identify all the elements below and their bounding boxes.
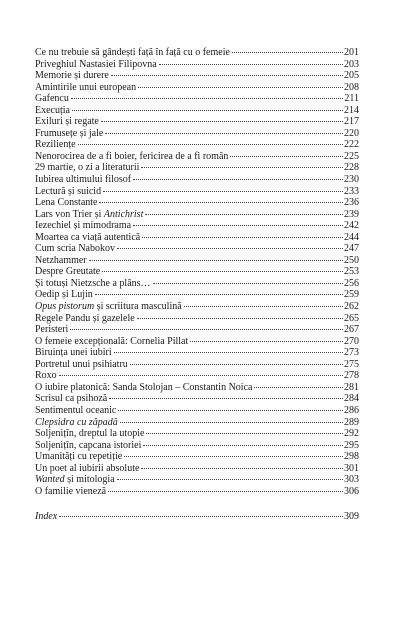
toc-entry-page: 273 xyxy=(344,347,359,359)
toc-entry-title xyxy=(35,174,131,186)
toc-entry-title xyxy=(35,139,76,151)
toc-entry-title-italic: Antichrist xyxy=(103,208,144,220)
toc-entry-title-text: Moartea ca viață autentică xyxy=(35,231,141,243)
toc-entry-title-text: Nenorocirea de a fi boier, fericirea de a fi român xyxy=(35,150,229,162)
toc-entry-page: 208 xyxy=(344,81,359,93)
dot-leader xyxy=(184,306,343,307)
toc-entry-page: 203 xyxy=(344,58,359,70)
toc-entry-page: 275 xyxy=(344,358,359,370)
toc-entry[interactable] xyxy=(35,324,359,336)
toc-entry-title-text: Scrisul ca psihoză xyxy=(35,393,108,405)
dot-leader xyxy=(78,144,343,145)
toc-entry-title xyxy=(35,382,252,394)
toc-entry-title xyxy=(35,266,100,278)
toc-entry-page: 230 xyxy=(344,174,359,186)
toc-entry-title-text: O familie vieneză xyxy=(35,485,107,497)
toc-entry-title xyxy=(35,128,103,140)
toc-entry-title xyxy=(35,428,144,440)
toc-entry-page: 289 xyxy=(344,416,359,428)
dot-leader xyxy=(138,87,343,88)
toc-entry-title xyxy=(35,116,99,128)
toc-entry-page: 233 xyxy=(344,185,359,197)
toc-index-title xyxy=(35,511,57,523)
toc-entry-page: 220 xyxy=(344,127,359,139)
dot-leader xyxy=(133,179,343,180)
toc-entry-title xyxy=(35,347,112,359)
dot-leader xyxy=(137,318,343,319)
toc-entry-title xyxy=(35,474,115,486)
dot-leader xyxy=(143,445,343,446)
toc-entry-page: 267 xyxy=(344,324,359,336)
toc-entry-title xyxy=(35,186,101,198)
toc-entry-page: 247 xyxy=(344,243,359,255)
toc-entry-title xyxy=(35,301,182,313)
toc-entry[interactable] xyxy=(35,82,359,94)
toc-entry-title xyxy=(35,324,68,336)
toc-entry[interactable] xyxy=(35,440,359,452)
table-of-contents xyxy=(35,47,359,523)
dot-leader xyxy=(70,329,343,330)
toc-entry-title-italic: Clepsidra cu zăpadă xyxy=(35,416,118,428)
toc-entry-title xyxy=(35,359,128,371)
toc-entry-title-text: Despre Greutate xyxy=(35,266,101,278)
toc-entry-title-text: Portretul unui psihiatru xyxy=(35,358,128,370)
toc-entry-page: 222 xyxy=(344,139,359,151)
toc-entry-title-text: Și totuși Nietzsche a plâns… xyxy=(35,277,151,289)
toc-entry-page: 270 xyxy=(344,335,359,347)
toc-entry-page: 265 xyxy=(344,312,359,324)
toc-entry-title xyxy=(35,440,141,452)
toc-entry-page: 228 xyxy=(344,162,359,174)
toc-entry[interactable] xyxy=(35,139,359,151)
toc-entry[interactable] xyxy=(35,266,359,278)
toc-entry-page: 262 xyxy=(344,301,359,313)
toc-entry-page: 211 xyxy=(344,93,359,105)
toc-entry-title xyxy=(35,105,70,117)
toc-entry-title-text: Priveghiul Nastasiei Filipovna xyxy=(35,58,157,70)
toc-entry[interactable] xyxy=(35,59,359,71)
toc-entry-title xyxy=(35,151,228,163)
toc-entry-page: 301 xyxy=(344,462,359,474)
toc-entry[interactable] xyxy=(35,70,359,82)
toc-entry[interactable] xyxy=(35,162,359,174)
toc-entry-title-text: Execuția xyxy=(35,104,70,116)
dot-leader xyxy=(103,191,343,192)
toc-entry-title-text: 29 martie, o zi a literaturii xyxy=(35,162,140,174)
toc-entry-page: 286 xyxy=(344,404,359,416)
toc-entry-title-text: Exiluri și regate xyxy=(35,116,99,128)
toc-entry-page: 250 xyxy=(344,254,359,266)
toc-entry-title-italic: Wanted xyxy=(35,474,65,486)
toc-entry-title-text: Biruința unei iubiri xyxy=(35,347,112,359)
toc-entry-title xyxy=(35,59,157,71)
dot-leader xyxy=(109,398,343,399)
toc-entry[interactable] xyxy=(35,47,359,59)
toc-entry-title-text: Lectură și suicid xyxy=(35,185,102,197)
toc-entry[interactable] xyxy=(35,289,359,301)
toc-entry-page: 259 xyxy=(344,289,359,301)
toc-entry[interactable] xyxy=(35,486,359,498)
dot-leader xyxy=(59,375,343,376)
toc-entry-title xyxy=(35,486,106,498)
toc-entry-title xyxy=(35,220,131,232)
toc-entry-title-text: Amintirile unui european xyxy=(35,81,137,93)
toc-entry-page: 253 xyxy=(344,266,359,278)
toc-entry[interactable] xyxy=(35,428,359,440)
toc-entry-page: 201 xyxy=(344,47,359,58)
dot-leader xyxy=(95,294,343,295)
dot-leader xyxy=(153,283,343,284)
toc-entry[interactable] xyxy=(35,255,359,267)
toc-entry-page: 242 xyxy=(344,220,359,232)
dot-leader xyxy=(130,364,343,365)
toc-entry-title xyxy=(35,232,140,244)
dot-leader xyxy=(108,491,343,492)
toc-entry[interactable] xyxy=(35,197,359,209)
toc-entry-title xyxy=(35,463,139,475)
toc-entry-title-text: și scriitura masculină xyxy=(94,301,182,313)
toc-entry[interactable] xyxy=(35,370,359,382)
toc-entry-title-italic: Opus pistorum xyxy=(35,301,95,313)
toc-entry-page: 292 xyxy=(344,428,359,440)
dot-leader xyxy=(124,456,343,457)
dot-leader xyxy=(111,75,343,76)
toc-entry-title-text: Peristeri xyxy=(35,324,69,336)
toc-index-page: 309 xyxy=(344,511,359,523)
dot-leader xyxy=(118,410,343,411)
toc-entry[interactable] xyxy=(35,232,359,244)
toc-entry-title-text: Iezechiel și mimodrama xyxy=(35,220,132,232)
toc-entry-title xyxy=(35,278,151,290)
toc-entry[interactable] xyxy=(35,209,359,221)
toc-entry[interactable] xyxy=(35,359,359,371)
toc-index-entry[interactable] xyxy=(35,511,359,523)
toc-entry-title-text: Sentimentul oceanic xyxy=(35,404,117,416)
toc-entry-title-text: Regele Pandu și gazelele xyxy=(35,312,135,324)
dot-leader xyxy=(133,225,343,226)
toc-entry[interactable] xyxy=(35,474,359,486)
toc-entry-title xyxy=(35,289,93,301)
toc-entry[interactable] xyxy=(35,313,359,325)
toc-entry-title-text: Oedip și Lujin xyxy=(35,289,93,301)
dot-leader xyxy=(141,468,343,469)
dot-leader xyxy=(105,133,343,134)
toc-entry-title xyxy=(35,70,109,82)
toc-entry[interactable] xyxy=(35,116,359,128)
toc-entry-title-text: Lena Constante xyxy=(35,197,98,209)
toc-entry-page: 298 xyxy=(344,451,359,463)
toc-entry-title-text: Memorie și durere xyxy=(35,70,109,82)
toc-entry-page: 303 xyxy=(344,474,359,486)
toc-index-label: Index xyxy=(35,511,58,523)
toc-entry-title xyxy=(35,47,230,59)
toc-entry-page: 244 xyxy=(344,231,359,243)
toc-entry[interactable] xyxy=(35,278,359,290)
toc-entry-title-text: Reziliențe xyxy=(35,139,76,151)
dot-leader xyxy=(72,110,343,111)
toc-entry-title xyxy=(35,336,188,348)
toc-entry-title xyxy=(35,370,57,382)
toc-entry[interactable] xyxy=(35,347,359,359)
dot-leader xyxy=(117,248,343,249)
dot-leader xyxy=(141,167,343,168)
toc-entry-title-text: Soljenițîn, dreptul la utopie xyxy=(35,428,145,440)
toc-entry[interactable] xyxy=(35,382,359,394)
toc-entry[interactable] xyxy=(35,451,359,463)
toc-entry-title-text: Lars von Trier și xyxy=(35,208,104,220)
toc-entry-title-text: O iubire platonică: Sanda Stolojan – Constantin Noica xyxy=(35,381,253,393)
toc-entry-title-text: Netzhammer xyxy=(35,254,87,266)
toc-entry-title xyxy=(35,313,135,325)
toc-entry-title-text: și mitologia xyxy=(64,474,115,486)
toc-entry-page: 306 xyxy=(344,485,359,497)
toc-entry-page: 256 xyxy=(344,277,359,289)
toc-entry-title-text: O femeie excepțională: Cornelia Pillat xyxy=(35,335,189,347)
toc-entry[interactable] xyxy=(35,463,359,475)
toc-entry-title-text: Ce nu trebuie să gândești față în față cu o femeie xyxy=(35,47,230,58)
dot-leader xyxy=(145,214,343,215)
dot-leader xyxy=(254,387,343,388)
dot-leader xyxy=(190,341,343,342)
toc-entry-title xyxy=(35,405,116,417)
toc-entry[interactable] xyxy=(35,174,359,186)
toc-entry-title xyxy=(35,162,139,174)
dot-leader xyxy=(142,237,343,238)
dot-leader xyxy=(89,260,343,261)
toc-entry-title xyxy=(35,93,69,105)
dot-leader xyxy=(146,433,343,434)
dot-leader xyxy=(99,202,343,203)
toc-entry[interactable] xyxy=(35,393,359,405)
toc-entry[interactable] xyxy=(35,405,359,417)
toc-entry-title-text: Un poet al iubirii absolute xyxy=(35,462,140,474)
toc-entry-title xyxy=(35,209,143,221)
toc-entry[interactable] xyxy=(35,128,359,140)
toc-entry-title xyxy=(35,255,87,267)
toc-entry[interactable] xyxy=(35,220,359,232)
toc-entry-page: 281 xyxy=(344,381,359,393)
dot-leader xyxy=(71,98,343,99)
toc-entry[interactable] xyxy=(35,151,359,163)
toc-entry-title-text: Roxo xyxy=(35,370,57,382)
dot-leader xyxy=(117,479,343,480)
toc-entry-title xyxy=(35,451,122,463)
toc-entry-title-text: Umanități cu repetiție xyxy=(35,451,123,463)
toc-entry[interactable] xyxy=(35,186,359,198)
toc-entry-page: 278 xyxy=(344,370,359,382)
toc-entry[interactable] xyxy=(35,105,359,117)
dot-leader xyxy=(159,64,343,65)
toc-entry-title-text: Frumusețe și jale xyxy=(35,127,104,139)
toc-entry-title xyxy=(35,393,107,405)
toc-entry-page: 214 xyxy=(344,104,359,116)
toc-entry-title-text: Gafencu xyxy=(35,93,69,105)
toc-entry[interactable] xyxy=(35,336,359,348)
toc-entry[interactable] xyxy=(35,301,359,313)
toc-entry-title xyxy=(35,243,115,255)
toc-entry-page: 239 xyxy=(344,208,359,220)
dot-leader xyxy=(232,52,343,53)
toc-entry-title xyxy=(35,197,97,209)
dot-leader xyxy=(59,516,343,517)
toc-entry-title-text: Cum scria Nabokov xyxy=(35,243,115,255)
toc-entry-page: 205 xyxy=(344,70,359,82)
toc-entry-page: 295 xyxy=(344,439,359,451)
dot-leader xyxy=(114,352,343,353)
toc-entry[interactable] xyxy=(35,93,359,105)
dot-leader xyxy=(101,121,343,122)
toc-entry[interactable] xyxy=(35,243,359,255)
dot-leader xyxy=(120,422,343,423)
toc-entry-title xyxy=(35,82,136,94)
toc-entry-page: 217 xyxy=(344,116,359,128)
toc-entry[interactable] xyxy=(35,417,359,429)
dot-leader xyxy=(230,156,343,157)
dot-leader xyxy=(102,271,343,272)
toc-entry-page: 284 xyxy=(344,393,359,405)
toc-entry-title-text: Iubirea ultimului filosof xyxy=(35,174,132,186)
toc-entry-title-text: Soljenițîn, capcana istoriei xyxy=(35,439,142,451)
toc-entry-title xyxy=(35,417,118,429)
toc-entry-page: 225 xyxy=(344,150,359,162)
toc-entry-page: 236 xyxy=(344,197,359,209)
